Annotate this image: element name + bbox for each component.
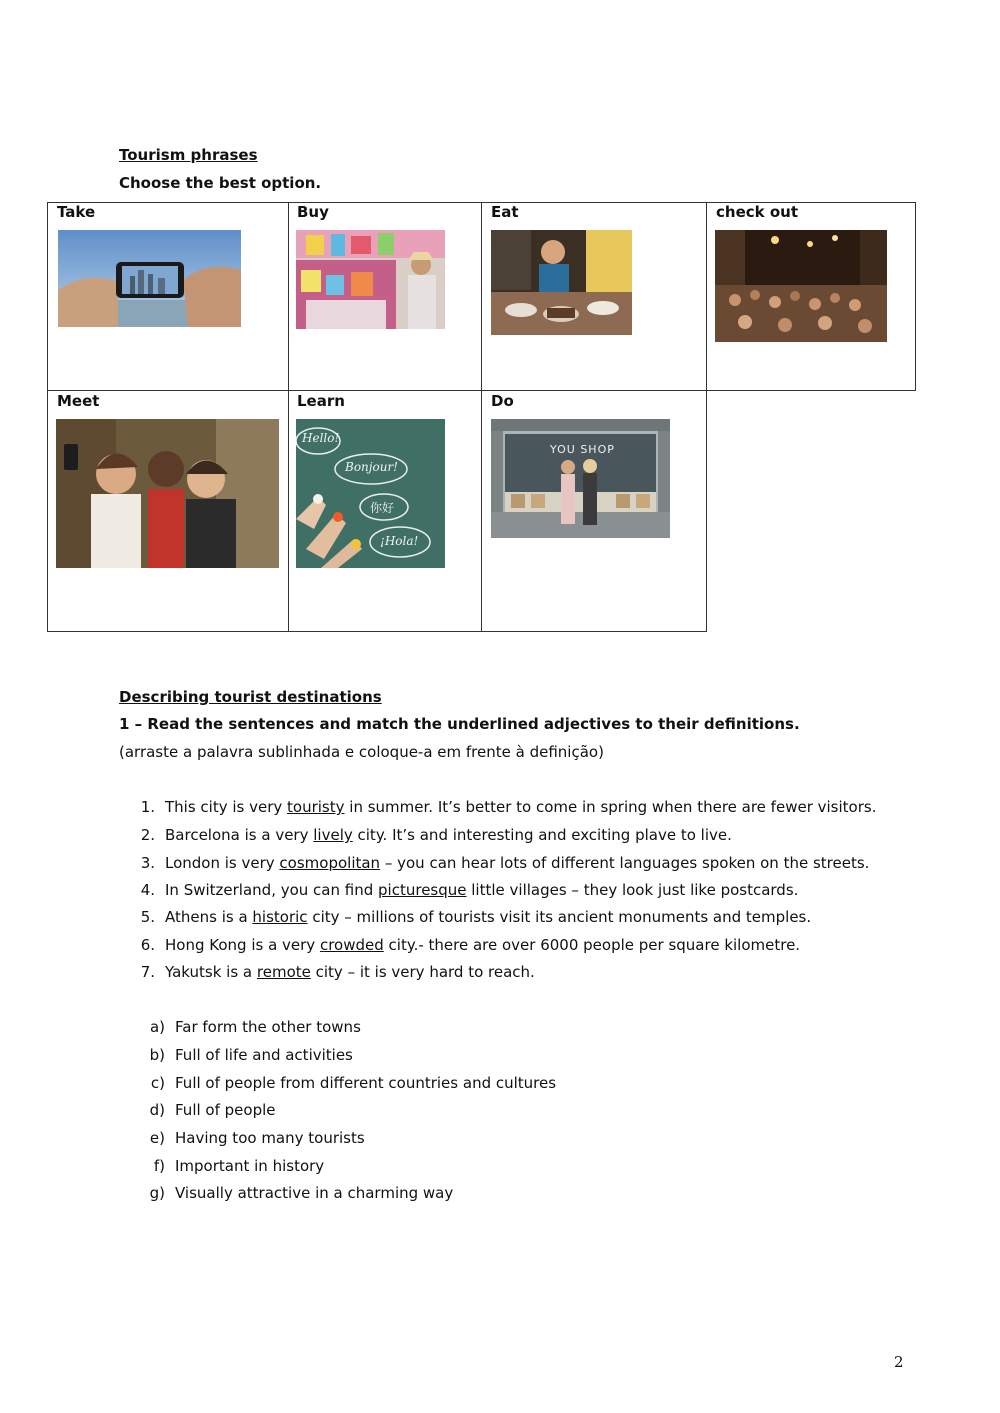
cell-label-eat: Eat: [491, 203, 519, 221]
definition-item[interactable]: b) Full of life and activities: [149, 1046, 353, 1064]
adjective-picturesque[interactable]: picturesque: [378, 881, 467, 899]
sentence-item: 6. Hong Kong is a very crowded city.- there are over 6000 people per square kilometre.: [140, 936, 801, 954]
check-out-street-image[interactable]: [715, 230, 887, 342]
sentence-item: 4. In Switzerland, you can find picturesque little villages – they look just like postcards.: [140, 881, 799, 899]
sentence-item: 7. Yakutsk is a remote city – it is very hard to reach.: [140, 963, 535, 981]
definition-item[interactable]: g) Visually attractive in a charming way: [149, 1184, 454, 1202]
definition-item[interactable]: d) Full of people: [149, 1101, 276, 1119]
adjective-historic[interactable]: historic: [252, 908, 308, 926]
definition-item[interactable]: e) Having too many tourists: [149, 1129, 365, 1147]
sentence-item: 1. This city is very touristy in summer. It’s better to come in spring when there are fewer visitors.: [140, 798, 877, 816]
cell-label-do: Do: [491, 392, 514, 410]
meet-selfie-image[interactable]: [56, 419, 279, 568]
sentence-item: 5. Athens is a historic city – millions of tourists visit its ancient monuments and temples.: [140, 908, 812, 926]
learn-word-bonjour: Bonjour!: [345, 460, 399, 474]
instruction-choose-option: Choose the best option.: [119, 174, 322, 192]
cell-label-learn: Learn: [297, 392, 345, 410]
cell-label-meet: Meet: [57, 392, 100, 410]
buy-market-image[interactable]: [296, 230, 445, 329]
adjective-touristy[interactable]: touristy: [287, 798, 345, 816]
cell-label-take: Take: [57, 203, 96, 221]
learn-word-nihao: 你好: [370, 501, 395, 515]
definition-item[interactable]: c) Full of people from different countries and cultures: [150, 1074, 557, 1092]
definition-item[interactable]: a) Far form the other towns: [149, 1018, 361, 1036]
shop-sign-text: YOU SHOP: [550, 443, 615, 456]
instruction-note-portuguese: (arraste a palavra sublinhada e coloque-a em frente à definição): [119, 743, 604, 761]
section-title-tourism-phrases: Tourism phrases: [119, 146, 258, 164]
take-photo-image[interactable]: [58, 230, 241, 327]
adjective-crowded[interactable]: crowded: [319, 936, 384, 954]
cell-label-check-out: check out: [716, 203, 798, 221]
instruction-match-adjectives: 1 – Read the sentences and match the underlined adjectives to their definitions.: [119, 715, 800, 733]
adjective-lively[interactable]: lively: [313, 826, 353, 844]
cell-label-buy: Buy: [297, 203, 329, 221]
do-shopping-image[interactable]: [491, 419, 670, 538]
page-number: 2: [894, 1353, 904, 1371]
definition-item[interactable]: f) Important in history: [153, 1157, 325, 1175]
learn-word-hello: Hello!: [302, 431, 340, 445]
learn-word-hola: ¡Hola!: [380, 534, 419, 548]
adjective-remote[interactable]: remote: [256, 963, 311, 981]
adjective-cosmopolitan[interactable]: cosmopolitan: [279, 854, 381, 872]
sentence-item: 2. Barcelona is a very lively city. It’s and interesting and exciting plave to live.: [140, 826, 732, 844]
eat-food-image[interactable]: [491, 230, 632, 335]
section-title-describing-destinations: Describing tourist destinations: [119, 688, 382, 706]
sentence-item: 3. London is very cosmopolitan – you can hear lots of different languages spoken on the streets.: [140, 854, 870, 872]
